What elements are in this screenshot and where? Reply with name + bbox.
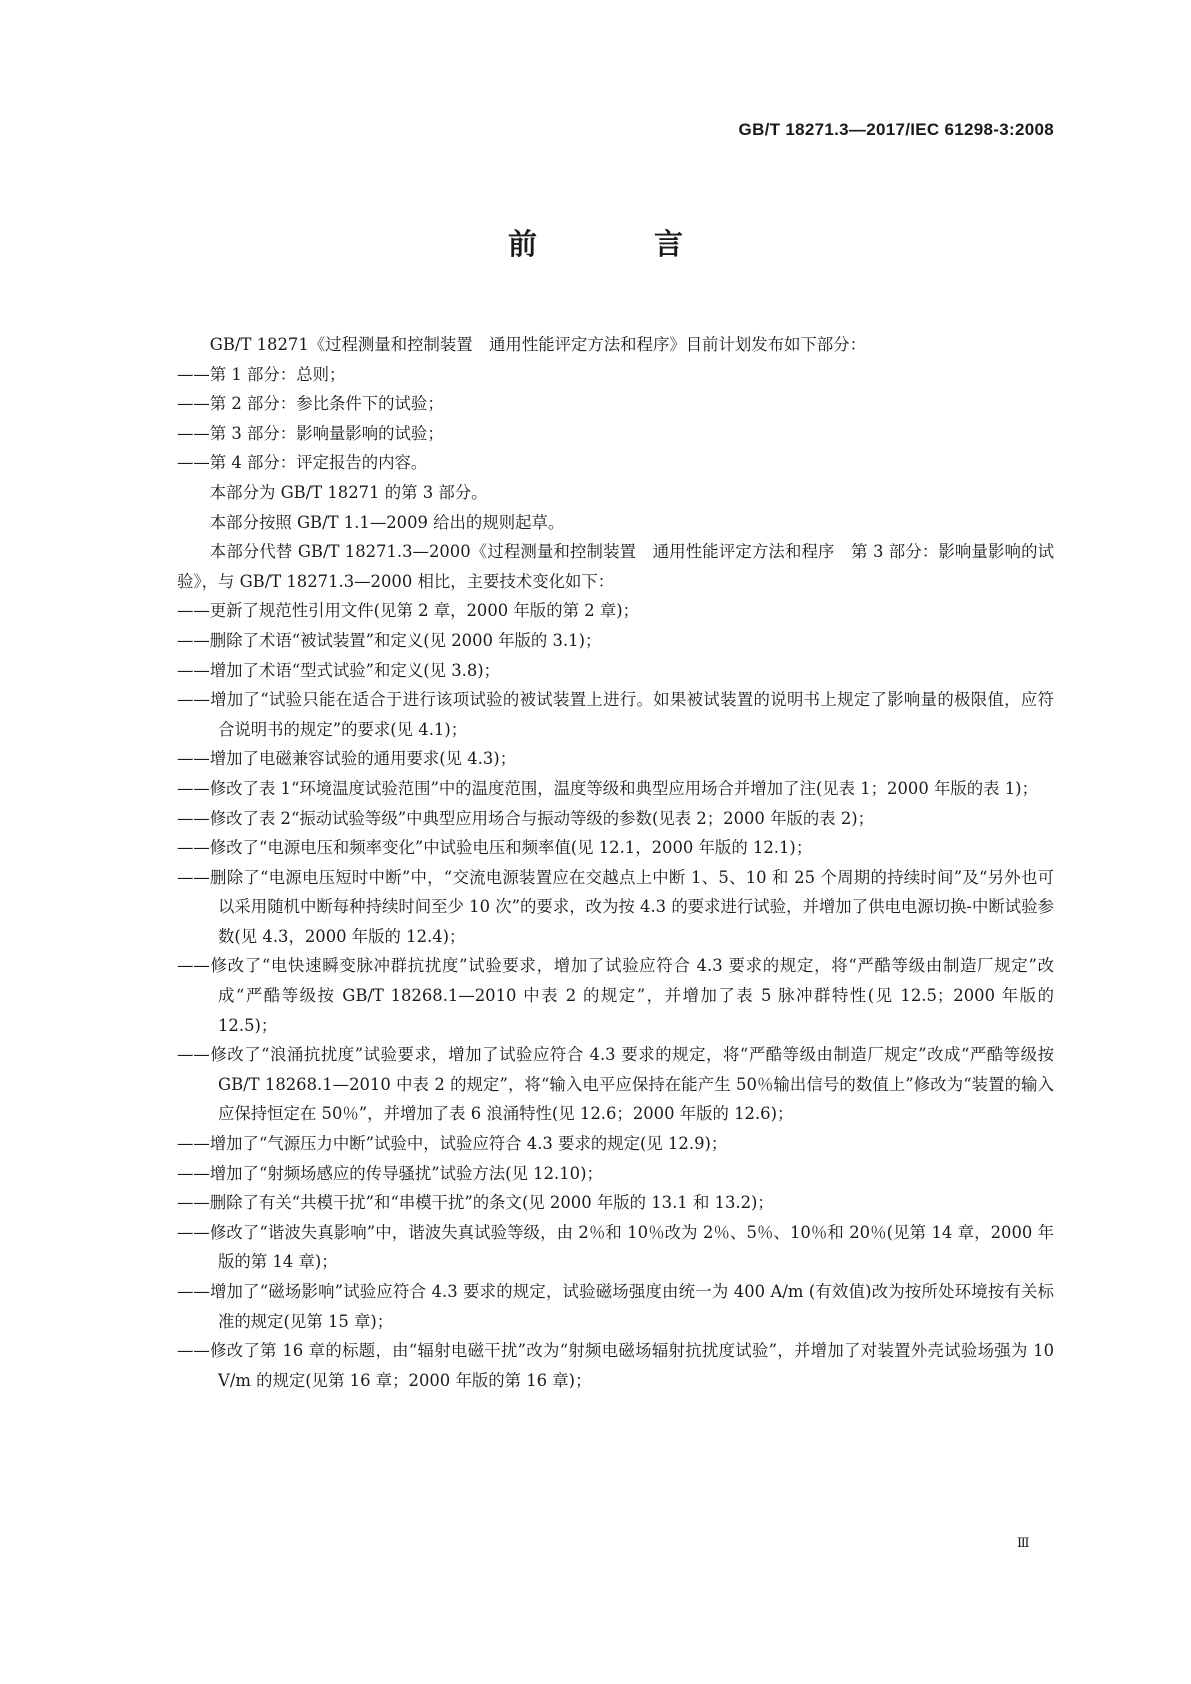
page-number: Ⅲ <box>1017 1536 1030 1551</box>
list-item: ——第 4 部分：评定报告的内容。 <box>177 453 428 473</box>
list-item: ——修改了表 2“振动试验等级”中典型应用场合与振动等级的参数(见表 2；2000 年版的表 2)； <box>177 808 875 828</box>
list-item: ——增加了“射频场感应的传导骚扰”试验方法(见 12.10)； <box>177 1163 603 1183</box>
list-item: ——修改了第 16 章的标题，由“辐射电磁干扰”改为“射频电磁场辐射抗扰度试验”，并增加了对装置外壳试验场强为 10 V/m 的规定(见第 16 章；2000 年版的第 16 章)； <box>177 1341 1054 1390</box>
list-item: ——删除了有关“共模干扰”和“串模干扰”的条文(见 2000 年版的 13.1 和 13.2)； <box>177 1193 774 1213</box>
paragraph: 本部分代替 GB/T 18271.3—2000《过程测量和控制装置 通用性能评定方法和程序 第 3 部分：影响量影响的试验》，与 GB/T 18271.3—2000 相比，主要技术变化如下： <box>177 542 1054 591</box>
list-item: ——修改了“电源电压和频率变化”中试验电压和频率值(见 12.1，2000 年版的 12.1)； <box>177 838 813 858</box>
list-item: ——第 1 部分：总则； <box>177 364 346 384</box>
list-item: ——增加了“试验只能在适合于进行该项试验的被试装置上进行。如果被试装置的说明书上规定了影响量的极限值，应符合说明书的规定”的要求(见 4.1)； <box>177 690 1054 739</box>
paragraph: 本部分按照 GB/T 1.1—2009 给出的规则起草。 <box>209 512 565 532</box>
preface-body <box>177 330 1054 1395</box>
list-item: ——第 3 部分：影响量影响的试验； <box>177 423 444 443</box>
list-item: ——增加了“磁场影响”试验应符合 4.3 要求的规定，试验磁场强度由统一为 400 A/m (有效值)改为按所处环境按有关标准的规定(见第 15 章)； <box>177 1282 1054 1331</box>
list-item: ——修改了“谐波失真影响”中，谐波失真试验等级，由 2％和 10％改为 2％、5％、10％和 20％(见第 14 章，2000 年版的第 14 章)； <box>177 1222 1054 1272</box>
list-item: ——增加了电磁兼容试验的通用要求(见 4.3)； <box>177 749 517 769</box>
list-item: ——增加了术语“型式试验”和定义(见 3.8)； <box>177 660 501 680</box>
list-item: ——删除了术语“被试装置”和定义(见 2000 年版的 3.1)； <box>177 630 602 650</box>
page-title: 前 言 <box>507 227 727 261</box>
list-item: ——第 2 部分：参比条件下的试验； <box>177 394 444 414</box>
list-item: ——更新了规范性引用文件(见第 2 章，2000 年版的第 2 章)； <box>177 601 640 621</box>
list-item: ——删除了“电源电压短时中断”中，“交流电源装置应在交越点上中断 1、5、10 和 25 个周期的持续时间”及“另外也可以采用随机中断每种持续时间至少 10 次”的要求，改为按 4.3 的要求进行试验，并增加了供电电源切换-中断试验参数(见 4.3，2000 年版的 12.4)； <box>177 867 1054 946</box>
paragraph: GB/T 18271《过程测量和控制装置 通用性能评定方法和程序》目前计划发布如下部分： <box>209 335 867 354</box>
paragraph: 本部分为 GB/T 18271 的第 3 部分。 <box>209 482 488 502</box>
standard-code: GB/T 18271.3—2017/IEC 61298-3:2008 <box>738 120 1054 139</box>
list-item: ——修改了“浪涌抗扰度”试验要求，增加了试验应符合 4.3 要求的规定，将“严酷等级由制造厂规定”改成“严酷等级按 GB/T 18268.1—2010 中表 2 的规定”，将“输入电平应保持在能产生 50％输出信号的数值上”修改为“装置的输入应保持恒定在 50％”，并增加了表 6 浪涌特性(见 12.6；2000 年版的 12.6)； <box>177 1045 1054 1124</box>
list-item: ——修改了表 1“环境温度试验范围”中的温度范围，温度等级和典型应用场合并增加了注(见表 1；2000 年版的表 1)； <box>177 778 1038 798</box>
list-item: ——增加了“气源压力中断”试验中，试验应符合 4.3 要求的规定(见 12.9)； <box>177 1134 728 1154</box>
list-item: ——修改了“电快速瞬变脉冲群抗扰度”试验要求，增加了试验应符合 4.3 要求的规定，将“严酷等级由制造厂规定”改成“严酷等级按 GB/T 18268.1—2010 中表 2 的规定”，并增加了表 5 脉冲群特性(见 12.5；2000 年版的 12.5)； <box>177 956 1054 1035</box>
